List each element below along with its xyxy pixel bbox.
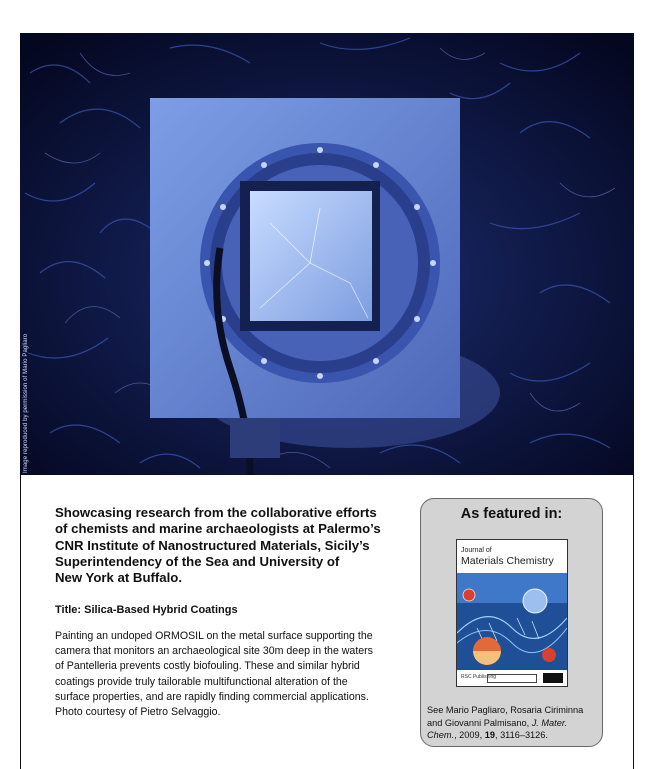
journal-cover: [456, 539, 568, 687]
cover-journal-prefix: Journal of: [461, 547, 492, 554]
body-line: camera that monitors an archaeological site 30m deep in the waters: [55, 645, 373, 658]
headline-line: Showcasing research from the collaborative efforts: [55, 505, 377, 520]
headline-line: New York at Buffalo.: [55, 570, 183, 586]
rsc-logo-text: RSC Publishing: [461, 674, 497, 680]
article-title: Title: Silica-Based Hybrid Coatings: [55, 604, 238, 616]
headline-line: CNR Institute of Nanostructured Materials, Sicily’s: [55, 537, 370, 553]
photo-credit: Image reproduced by permission of Mario Pagliaro: [23, 333, 29, 473]
citation-journal: J. Mater. Chem.: [427, 717, 568, 741]
article-body: [55, 629, 393, 720]
headline-line: of chemists and marine archaeologists at Palermo’s: [55, 521, 381, 537]
body-line: Photo courtesy of Pietro Selvaggio.: [55, 706, 221, 719]
citation-year: , 2009,: [454, 730, 483, 741]
right-border-line: [633, 475, 634, 769]
citation: [427, 704, 599, 742]
camera-housing-illustration: [20, 33, 634, 475]
cover-artwork: [457, 573, 567, 670]
body-line: surface properties, and are rapidly finding commercial applications.: [55, 690, 369, 703]
citation-authors: See Mario Pagliaro, Rosaria Ciriminna and Giovanni Palmisano,: [427, 705, 584, 728]
citation-volume: 19: [484, 730, 495, 741]
body-line: of Pantelleria prevents costly biofouling. These and similar hybrid: [55, 660, 360, 673]
cover-journal-name: Materials Chemistry: [461, 555, 554, 567]
headline: [55, 505, 400, 586]
left-border-line: [20, 475, 21, 769]
cover-barcode-block: [543, 673, 563, 683]
featured-panel: [420, 498, 603, 747]
cover-footer: [457, 670, 567, 686]
cover-issue-box: [487, 674, 537, 683]
underwater-photo: [20, 33, 634, 475]
citation-pages: , 3116–3126.: [494, 730, 548, 741]
featured-heading: As featured in:: [460, 506, 563, 522]
headline-line: Superintendency of the Sea and University of: [55, 553, 340, 569]
body-line: coatings provide truly tailorable multifunctional alteration of the: [55, 675, 348, 688]
body-line: Painting an undoped ORMOSIL on the metal surface supporting the: [55, 630, 373, 642]
